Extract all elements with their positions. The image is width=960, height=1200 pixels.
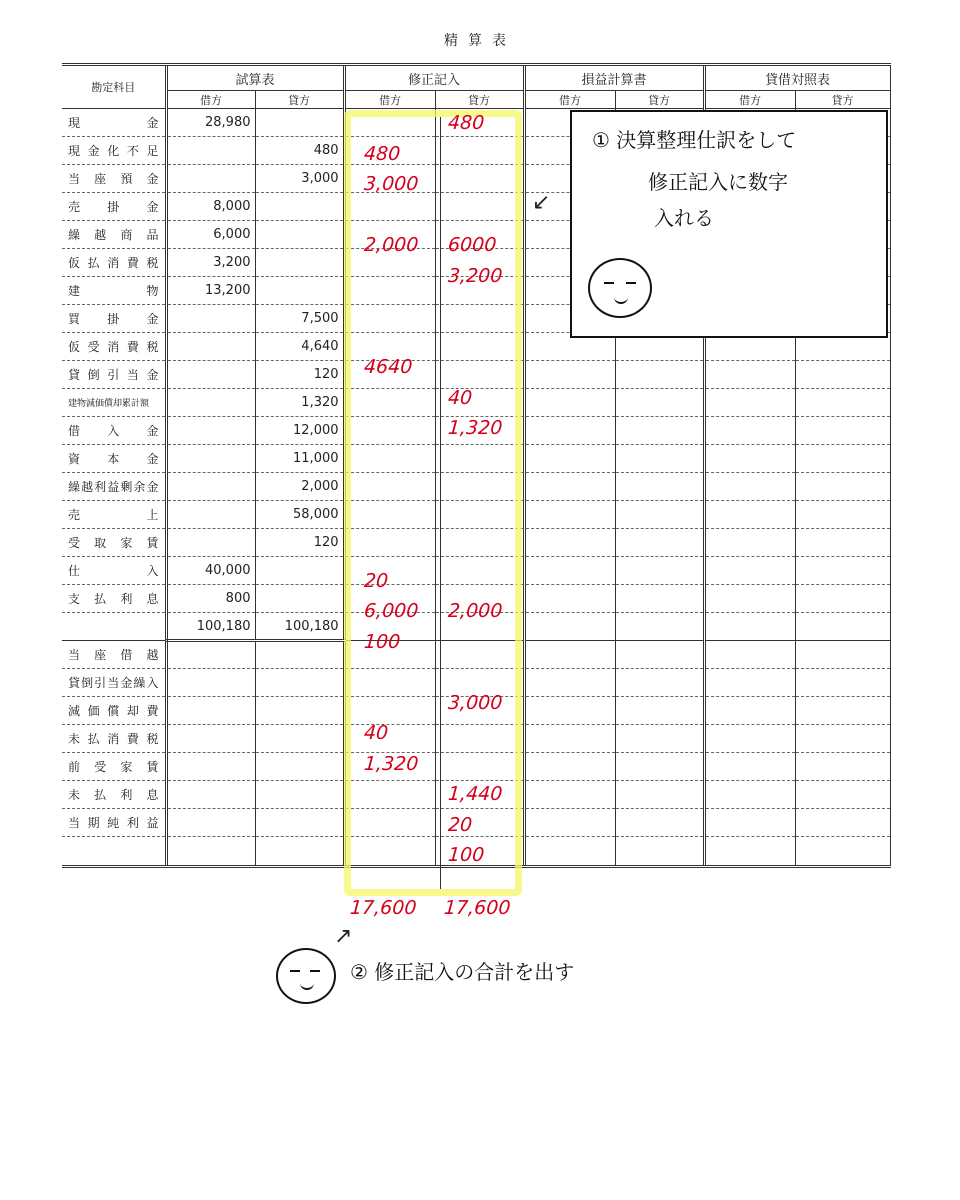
account-name: 繰越商品 bbox=[62, 221, 166, 249]
bs-credit-cell bbox=[795, 669, 890, 697]
handwritten-amount: 20 bbox=[363, 569, 389, 592]
table-row bbox=[62, 473, 890, 501]
table-row bbox=[62, 809, 890, 837]
account-name: 売掛金 bbox=[62, 193, 166, 221]
handwritten-amount: 3,200 bbox=[447, 264, 504, 287]
is-debit-cell bbox=[524, 641, 615, 669]
account-name: 売上 bbox=[62, 501, 166, 529]
is-credit-header: 貸方 bbox=[615, 91, 704, 109]
tb-debit-cell bbox=[166, 417, 255, 445]
handwritten-amount: 6000 bbox=[447, 234, 498, 256]
note-box bbox=[532, 110, 888, 338]
is-debit-cell bbox=[524, 781, 615, 809]
tb-debit-cell bbox=[166, 697, 255, 725]
adj-credit-cell bbox=[435, 193, 524, 221]
adj-debit-cell bbox=[344, 781, 435, 809]
bs-debit-cell bbox=[704, 445, 795, 473]
account-name: 建物減価償却累計額 bbox=[62, 389, 166, 417]
note1-line1: ① 決算整理仕訳をして bbox=[592, 128, 797, 152]
handwritten-total: 17,600 bbox=[349, 897, 418, 919]
tb-debit-cell: 8,000 bbox=[166, 193, 255, 221]
adj-credit-cell bbox=[435, 641, 524, 669]
bs-debit-cell bbox=[704, 725, 795, 753]
handwritten-amount: 40 bbox=[447, 386, 473, 409]
table-row bbox=[62, 361, 890, 389]
bs-debit-cell bbox=[704, 557, 795, 585]
is-debit-cell bbox=[524, 445, 615, 473]
is-debit-cell bbox=[524, 501, 615, 529]
tb-debit-total: 100,180 bbox=[166, 613, 255, 641]
handwritten-amount: 1,320 bbox=[363, 752, 420, 775]
adj-debit-cell bbox=[344, 193, 435, 221]
tb-debit-cell bbox=[166, 473, 255, 501]
income-statement-header: 損益計算書 bbox=[524, 65, 704, 91]
adj-debit-cell bbox=[344, 389, 435, 417]
is-debit-cell bbox=[524, 585, 615, 613]
tb-credit-header: 貸方 bbox=[255, 91, 344, 109]
bs-debit-cell bbox=[704, 389, 795, 417]
is-credit-cell bbox=[615, 529, 704, 557]
tb-credit-cell bbox=[255, 837, 344, 867]
tb-debit-cell: 3,200 bbox=[166, 249, 255, 277]
adj-credit-cell bbox=[435, 473, 524, 501]
bs-credit-cell bbox=[795, 697, 890, 725]
adj-debit-cell bbox=[344, 417, 435, 445]
account-header: 勘定科目 bbox=[62, 65, 166, 109]
is-debit-cell bbox=[524, 809, 615, 837]
bs-credit-header: 貸方 bbox=[795, 91, 890, 109]
is-credit-cell bbox=[615, 837, 704, 867]
note2: ② 修正記入の合計を出す bbox=[350, 960, 575, 984]
adjustments-header: 修正記入 bbox=[344, 65, 524, 91]
account-name: 仮受消費税 bbox=[62, 333, 166, 361]
tb-credit-cell bbox=[255, 781, 344, 809]
arrow-icon: ↙ bbox=[532, 190, 551, 215]
bs-debit-cell bbox=[704, 809, 795, 837]
bs-debit-cell bbox=[704, 753, 795, 781]
bs-debit-cell bbox=[704, 529, 795, 557]
is-credit-cell bbox=[615, 641, 704, 669]
account-name: 仕入 bbox=[62, 557, 166, 585]
handwritten-amount: 3,000 bbox=[363, 173, 420, 195]
is-credit-cell bbox=[615, 389, 704, 417]
is-credit-cell bbox=[615, 557, 704, 585]
is-debit-cell bbox=[524, 417, 615, 445]
is-credit-cell bbox=[615, 501, 704, 529]
adj-credit-cell bbox=[435, 557, 524, 585]
tb-credit-cell bbox=[255, 193, 344, 221]
is-debit-cell bbox=[524, 753, 615, 781]
handwritten-amount: 2,000 bbox=[363, 234, 420, 256]
adj-credit-header: 貸方 bbox=[435, 91, 524, 109]
bs-credit-cell bbox=[795, 585, 890, 613]
bs-debit-cell bbox=[704, 417, 795, 445]
adj-debit-cell bbox=[344, 697, 435, 725]
tb-credit-cell bbox=[255, 585, 344, 613]
handwritten-amount: 2,000 bbox=[447, 600, 504, 622]
tb-debit-cell bbox=[166, 445, 255, 473]
handwritten-amount: 6,000 bbox=[363, 600, 420, 622]
account-name: 未払消費税 bbox=[62, 725, 166, 753]
tb-credit-cell bbox=[255, 753, 344, 781]
tb-debit-cell: 13,200 bbox=[166, 277, 255, 305]
tb-credit-cell: 1,320 bbox=[255, 389, 344, 417]
account-name: 繰越利益剰余金 bbox=[62, 473, 166, 501]
account-name: 当期純利益 bbox=[62, 809, 166, 837]
arrow-up-icon: ↗ bbox=[334, 924, 353, 949]
is-credit-cell bbox=[615, 669, 704, 697]
smiley-face-icon bbox=[276, 948, 336, 1004]
trial-balance-header: 試算表 bbox=[166, 65, 344, 91]
tb-credit-cell bbox=[255, 249, 344, 277]
handwritten-amount: 480 bbox=[363, 142, 402, 165]
bs-credit-cell bbox=[795, 445, 890, 473]
is-debit-cell bbox=[524, 529, 615, 557]
is-credit-cell bbox=[615, 417, 704, 445]
smiley-face-icon bbox=[588, 258, 652, 318]
tb-debit-cell bbox=[166, 781, 255, 809]
account-name: 資本金 bbox=[62, 445, 166, 473]
bs-debit-cell bbox=[704, 361, 795, 389]
is-debit-cell bbox=[524, 473, 615, 501]
adj-debit-cell bbox=[344, 445, 435, 473]
is-debit-cell bbox=[524, 613, 615, 641]
adj-credit-cell bbox=[435, 529, 524, 557]
table-row bbox=[62, 501, 890, 529]
tb-credit-cell: 4,640 bbox=[255, 333, 344, 361]
is-debit-cell bbox=[524, 837, 615, 867]
is-debit-cell bbox=[524, 389, 615, 417]
tb-debit-cell bbox=[166, 165, 255, 193]
is-credit-cell bbox=[615, 473, 704, 501]
is-debit-header: 借方 bbox=[524, 91, 615, 109]
tb-credit-cell bbox=[255, 809, 344, 837]
tb-debit-cell bbox=[166, 137, 255, 165]
bs-credit-cell bbox=[795, 529, 890, 557]
tb-credit-cell bbox=[255, 109, 344, 137]
tb-debit-cell: 6,000 bbox=[166, 221, 255, 249]
is-credit-cell bbox=[615, 809, 704, 837]
bs-credit-cell bbox=[795, 473, 890, 501]
is-debit-cell bbox=[524, 725, 615, 753]
is-credit-cell bbox=[615, 585, 704, 613]
tb-debit-cell bbox=[166, 361, 255, 389]
is-credit-cell bbox=[615, 361, 704, 389]
tb-credit-cell bbox=[255, 557, 344, 585]
tb-credit-total: 100,180 bbox=[255, 613, 344, 641]
account-name: 当座借越 bbox=[62, 641, 166, 669]
tb-debit-cell: 28,980 bbox=[166, 109, 255, 137]
adj-debit-cell bbox=[344, 305, 435, 333]
tb-credit-cell: 120 bbox=[255, 529, 344, 557]
bs-credit-cell bbox=[795, 641, 890, 669]
tb-debit-cell bbox=[166, 305, 255, 333]
tb-credit-cell: 3,000 bbox=[255, 165, 344, 193]
adj-credit-cell bbox=[435, 361, 524, 389]
tb-debit-cell bbox=[166, 809, 255, 837]
bs-credit-cell bbox=[795, 361, 890, 389]
adj-credit-cell bbox=[435, 137, 524, 165]
balance-sheet-header: 貸借対照表 bbox=[704, 65, 890, 91]
tb-debit-cell bbox=[166, 725, 255, 753]
is-credit-cell bbox=[615, 725, 704, 753]
account-name: 貸倒引当金 bbox=[62, 361, 166, 389]
account-name bbox=[62, 837, 166, 867]
table-row bbox=[62, 529, 890, 557]
account-name: 借入金 bbox=[62, 417, 166, 445]
is-debit-cell bbox=[524, 361, 615, 389]
account-name: 貸倒引当金繰入 bbox=[62, 669, 166, 697]
bs-debit-cell bbox=[704, 501, 795, 529]
account-name bbox=[62, 613, 166, 641]
handwritten-amount: 3,000 bbox=[447, 691, 504, 714]
handwritten-amount: 1,440 bbox=[447, 783, 504, 805]
adj-debit-header: 借方 bbox=[344, 91, 435, 109]
handwritten-amount: 100 bbox=[363, 630, 402, 653]
account-name: 現金 bbox=[62, 109, 166, 137]
bs-debit-cell bbox=[704, 669, 795, 697]
bs-credit-cell bbox=[795, 389, 890, 417]
adj-debit-cell bbox=[344, 557, 435, 585]
adj-debit-cell bbox=[344, 473, 435, 501]
table-row bbox=[62, 389, 890, 417]
adj-debit-cell bbox=[344, 529, 435, 557]
tb-debit-cell bbox=[166, 669, 255, 697]
account-name: 支払利息 bbox=[62, 585, 166, 613]
tb-credit-cell: 120 bbox=[255, 361, 344, 389]
is-credit-cell bbox=[615, 697, 704, 725]
bs-credit-cell bbox=[795, 417, 890, 445]
bs-credit-cell bbox=[795, 725, 890, 753]
adj-credit-cell bbox=[435, 501, 524, 529]
is-credit-cell bbox=[615, 445, 704, 473]
tb-credit-cell: 480 bbox=[255, 137, 344, 165]
adj-credit-cell bbox=[435, 333, 524, 361]
tb-credit-cell: 11,000 bbox=[255, 445, 344, 473]
account-name: 受取家賃 bbox=[62, 529, 166, 557]
tb-debit-header: 借方 bbox=[166, 91, 255, 109]
tb-credit-cell bbox=[255, 277, 344, 305]
adj-debit-cell bbox=[344, 669, 435, 697]
table-row bbox=[62, 641, 890, 669]
is-debit-cell bbox=[524, 697, 615, 725]
handwritten-amount: 40 bbox=[363, 722, 389, 744]
bs-credit-cell bbox=[795, 501, 890, 529]
bs-debit-cell bbox=[704, 585, 795, 613]
account-name: 減価償却費 bbox=[62, 697, 166, 725]
tb-credit-cell: 58,000 bbox=[255, 501, 344, 529]
handwritten-amount: 1,320 bbox=[447, 417, 504, 439]
bs-credit-cell bbox=[795, 809, 890, 837]
tb-credit-cell: 2,000 bbox=[255, 473, 344, 501]
bs-debit-header: 借方 bbox=[704, 91, 795, 109]
adj-debit-cell bbox=[344, 837, 435, 867]
tb-debit-cell: 800 bbox=[166, 585, 255, 613]
adj-debit-cell bbox=[344, 277, 435, 305]
tb-debit-cell bbox=[166, 529, 255, 557]
tb-credit-cell: 7,500 bbox=[255, 305, 344, 333]
is-credit-cell bbox=[615, 613, 704, 641]
handwritten-amount: 4640 bbox=[363, 356, 414, 378]
account-name: 仮払消費税 bbox=[62, 249, 166, 277]
account-name: 建物 bbox=[62, 277, 166, 305]
is-debit-cell bbox=[524, 557, 615, 585]
is-debit-cell bbox=[524, 669, 615, 697]
adj-debit-cell bbox=[344, 109, 435, 137]
tb-debit-cell bbox=[166, 501, 255, 529]
bs-credit-cell bbox=[795, 613, 890, 641]
bs-debit-cell bbox=[704, 473, 795, 501]
account-name: 未払利息 bbox=[62, 781, 166, 809]
table-row bbox=[62, 445, 890, 473]
adj-credit-cell bbox=[435, 725, 524, 753]
tb-credit-cell: 12,000 bbox=[255, 417, 344, 445]
worksheet-title: 精算表 bbox=[444, 33, 516, 49]
bs-debit-cell bbox=[704, 613, 795, 641]
table-row bbox=[62, 725, 890, 753]
account-name: 前受家賃 bbox=[62, 753, 166, 781]
bs-credit-cell bbox=[795, 753, 890, 781]
adj-credit-cell bbox=[435, 305, 524, 333]
account-name: 当座預金 bbox=[62, 165, 166, 193]
bs-credit-cell bbox=[795, 557, 890, 585]
bs-debit-cell bbox=[704, 781, 795, 809]
is-credit-cell bbox=[615, 753, 704, 781]
is-credit-cell bbox=[615, 781, 704, 809]
bs-credit-cell bbox=[795, 781, 890, 809]
note1-line2: 修正記入に数字 bbox=[648, 170, 788, 194]
table-row bbox=[62, 753, 890, 781]
adj-credit-cell bbox=[435, 445, 524, 473]
tb-debit-cell bbox=[166, 753, 255, 781]
handwritten-amount: 20 bbox=[447, 813, 473, 836]
tb-credit-cell bbox=[255, 697, 344, 725]
tb-debit-cell bbox=[166, 389, 255, 417]
account-name: 買掛金 bbox=[62, 305, 166, 333]
bs-credit-cell bbox=[795, 837, 890, 867]
tb-credit-cell bbox=[255, 221, 344, 249]
adj-credit-cell bbox=[435, 165, 524, 193]
bs-debit-cell bbox=[704, 837, 795, 867]
adj-debit-cell bbox=[344, 501, 435, 529]
tb-credit-cell bbox=[255, 725, 344, 753]
tb-debit-cell bbox=[166, 837, 255, 867]
tb-debit-cell bbox=[166, 333, 255, 361]
adj-credit-cell bbox=[435, 753, 524, 781]
handwritten-amount: 100 bbox=[447, 844, 486, 866]
adj-debit-cell bbox=[344, 809, 435, 837]
bs-debit-cell bbox=[704, 641, 795, 669]
tb-credit-cell bbox=[255, 641, 344, 669]
tb-debit-cell: 40,000 bbox=[166, 557, 255, 585]
note1-line3: 入れる bbox=[654, 206, 714, 230]
handwritten-total: 17,600 bbox=[443, 897, 512, 919]
tb-debit-cell bbox=[166, 641, 255, 669]
table-row bbox=[62, 557, 890, 585]
tb-credit-cell bbox=[255, 669, 344, 697]
handwritten-amount: 480 bbox=[447, 112, 486, 134]
account-name: 現金化不足 bbox=[62, 137, 166, 165]
adj-debit-cell bbox=[344, 725, 435, 753]
bs-debit-cell bbox=[704, 697, 795, 725]
